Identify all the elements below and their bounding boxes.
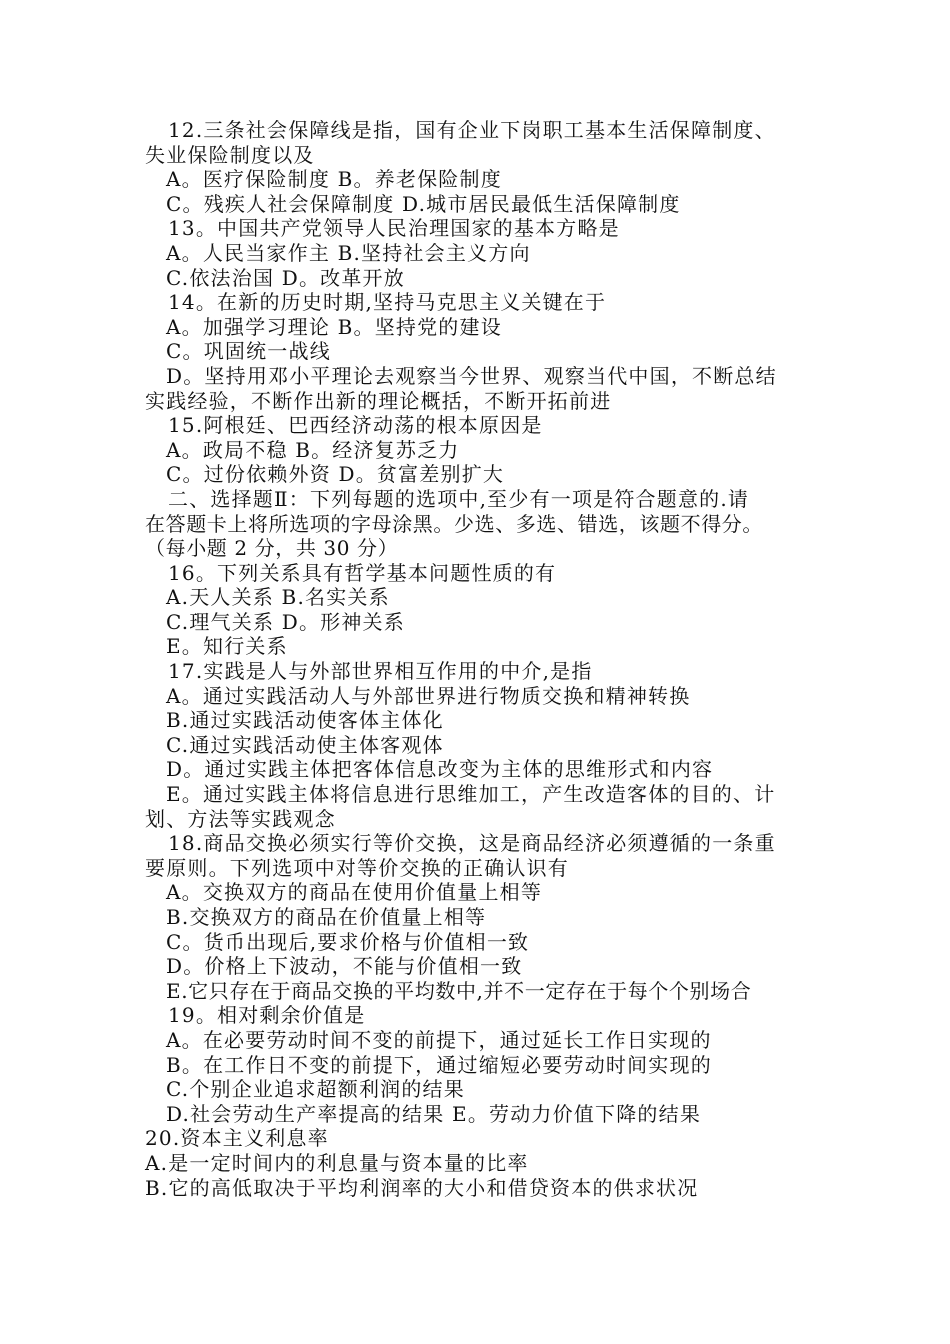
section-2-heading-line1: 二、选择题Ⅱ：下列每题的选项中,至少有一项是符合题意的.请: [168, 486, 750, 511]
q19-options-de: D.社会劳动生产率提高的结果 E。劳动力价值下降的结果: [166, 1101, 702, 1126]
q15-options-cd: C。过份依赖外资 D。贫富差别扩大: [166, 462, 505, 487]
q12-stem-line1: 12.三条社会保障线是指，国有企业下岗职工基本生活保障制度、: [168, 118, 776, 142]
q17-option-e-line1: E。通过实践主体将信息进行思维加工，产生改造客体的目的、计: [166, 782, 776, 807]
q17-stem: 17.实践是人与外部世界相互作用的中介,是指: [168, 659, 593, 684]
q16-options-cd: C.理气关系 D。形神关系: [166, 609, 405, 634]
q15-options-ab: A。政局不稳 B。经济复苏乏力: [166, 437, 460, 462]
q14-stem: 14。在新的历史时期,坚持马克思主义关键在于: [168, 290, 607, 315]
q13-options-cd: C.依法治国 D。改革开放: [166, 265, 405, 290]
q16-stem: 16。下列关系具有哲学基本问题性质的有: [168, 560, 557, 585]
q19-option-a: A。在必要劳动时间不变的前提下，通过延长工作日实现的: [166, 1027, 712, 1052]
q12-stem-line2: 失业保险制度以及: [145, 142, 315, 167]
q12-options-cd: C。残疾人社会保障制度 D.城市居民最低生活保障制度: [166, 191, 681, 216]
q13-stem: 13。中国共产党领导人民治理国家的基本方略是: [168, 216, 620, 241]
q14-option-d-line2: 实践经验，不断作出新的理论概括，不断开拓前进: [145, 388, 612, 413]
q14-option-d-line1: D。坚持用邓小平理论去观察当今世界、观察当代中国，不断总结: [166, 363, 777, 388]
q14-options-ab: A。加强学习理论 B。坚持党的建设: [166, 314, 502, 339]
section-2-scoring-note: （每小题 2 分，共 30 分）: [145, 536, 399, 561]
section-2-heading-line2: 在答题卡上将所选项的字母涂黑。少选、多选、错选，该题不得分。: [145, 511, 763, 536]
q17-option-c: C.通过实践活动使主体客观体: [166, 732, 444, 757]
q16-options-ab: A.天人关系 B.名实关系: [166, 585, 390, 610]
q12-options-ab: A。医疗保险制度 B。养老保险制度: [166, 167, 502, 192]
q14-option-c: C。巩固统一战线: [166, 339, 331, 364]
q18-option-d: D。价格上下波动，不能与价值相一致: [166, 954, 523, 979]
q18-option-c: C。货币出现后,要求价格与价值相一致: [166, 929, 530, 954]
q20-stem: 20.资本主义利息率: [145, 1126, 329, 1151]
q17-option-d: D。通过实践主体把客体信息改变为主体的思维形式和内容: [166, 757, 714, 782]
q20-option-a: A.是一定时间内的利息量与资本量的比率: [145, 1150, 529, 1175]
q16-option-e: E。知行关系: [166, 634, 288, 659]
q17-option-e-line2: 划、方法等实践观念: [145, 806, 336, 831]
q19-stem: 19。相对剩余价值是: [168, 1003, 366, 1028]
q20-option-b: B.它的高低取决于平均利润率的大小和借贷资本的供求状况: [145, 1175, 699, 1200]
q15-stem: 15.阿根廷、巴西经济动荡的根本原因是: [168, 413, 543, 438]
document-body: [0, 118, 950, 1200]
q18-stem-line2: 要原则。下列选项中对等价交换的正确认识有: [145, 855, 569, 880]
q17-option-a: A。通过实践活动人与外部世界进行物质交换和精神转换: [166, 683, 691, 708]
q18-option-a: A。交换双方的商品在使用价值量上相等: [166, 880, 543, 905]
q13-options-ab: A。人民当家作主 B.坚持社会主义方向: [166, 240, 531, 265]
q19-option-c: C.个别企业追求超额利润的结果: [166, 1077, 465, 1102]
q18-stem-line1: 18.商品交换必须实行等价交换，这是商品经济必须遵循的一条重: [168, 831, 776, 856]
q18-option-e: E.它只存在于商品交换的平均数中,并不一定存在于每个个别场合: [166, 978, 752, 1003]
q17-option-b: B.通过实践活动使客体主体化: [166, 708, 444, 733]
q18-option-b: B.交换双方的商品在价值量上相等: [166, 905, 487, 929]
q19-option-b: B。在工作日不变的前提下，通过缩短必要劳动时间实现的: [166, 1052, 712, 1077]
